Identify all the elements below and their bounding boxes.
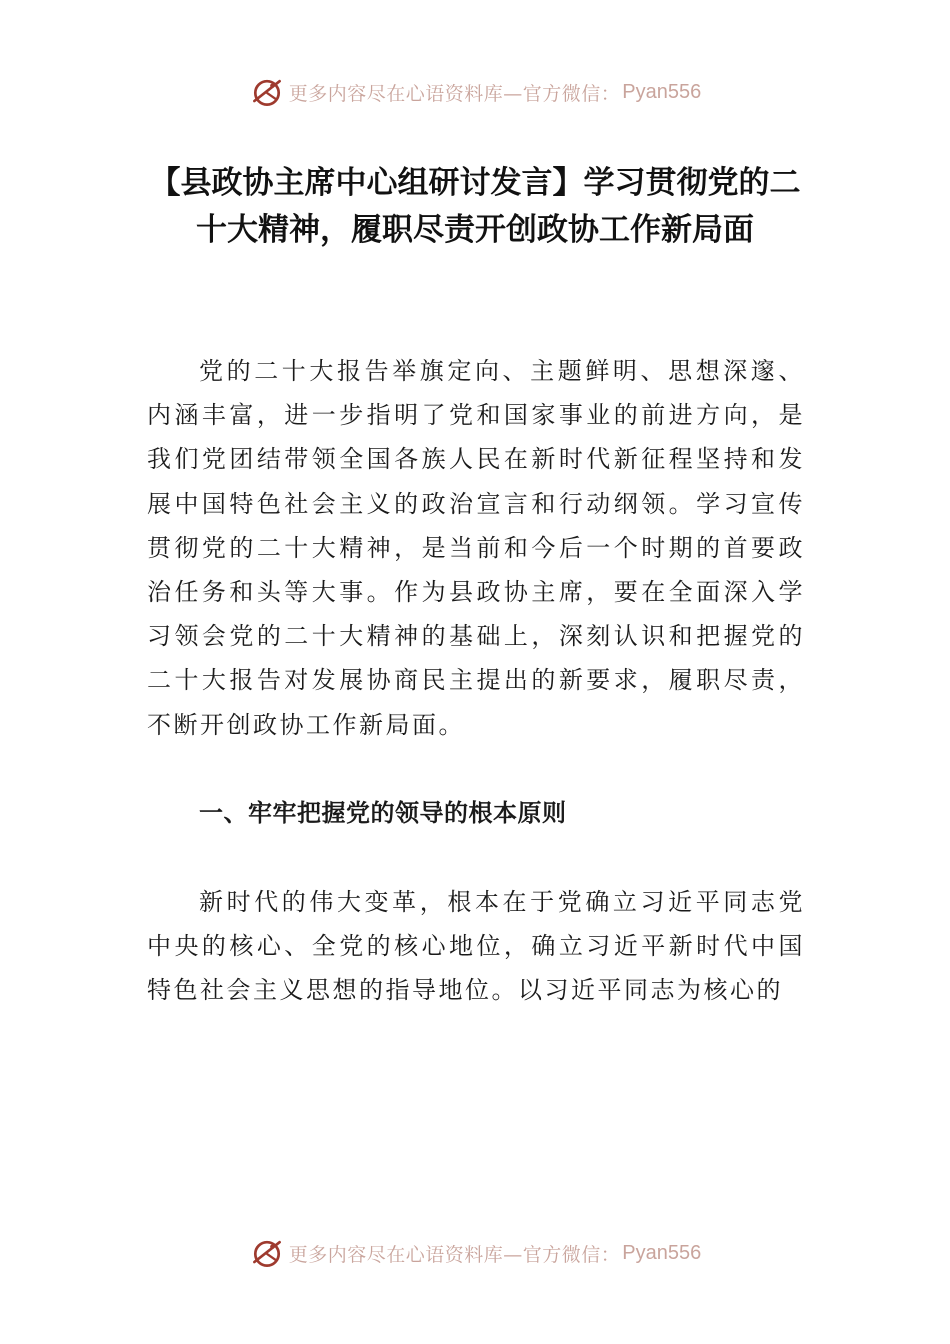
watermark-wechat-id: Pyan556 — [622, 1241, 702, 1264]
footer-watermark — [0, 1233, 950, 1273]
section-heading: 一、牢牢把握党的领导的根本原则 — [199, 799, 567, 827]
body-paragraph: 新时代的伟大变革，根本在于党确立习近平同志党中央的核心、全党的核心地位，确立习近平新时代中国特色社会主义思想的指导地位。以习近平同志为核心的 — [147, 888, 805, 1005]
header-watermark — [0, 72, 950, 112]
brand-logo-icon — [249, 74, 285, 110]
watermark-text: 更多内容尽在心语资料库—官方微信： — [288, 82, 621, 105]
body-paragraph: 党的二十大报告举旗定向、主题鲜明、思想深邃、内涵丰富，进一步指明了党和国家事业的前进方向，是我们党团结带领全国各族人民在新时代新征程坚持和发展中国特色社会主义的政治宣言和行动纲领。学习宣传贯彻党的二十大精神，是当前和今后一个时期的首要政治任务和头等大事。作为县政协主席，要在全面深入学习领会党的二十大精神的基础上，深刻认识和把握党的二十大报告对发展协商民主提出的新要求，履职尽责，不断开创政协工作新局面。 — [147, 357, 805, 739]
watermark-wechat-id: Pyan556 — [622, 80, 702, 103]
brand-logo-icon — [249, 1235, 285, 1271]
document-title: 【县政协主席中心组研讨发言】学习贯彻党的二十大精神，履职尽责开创政协工作新局面 — [149, 165, 801, 248]
watermark-text: 更多内容尽在心语资料库—官方微信： — [288, 1243, 621, 1266]
